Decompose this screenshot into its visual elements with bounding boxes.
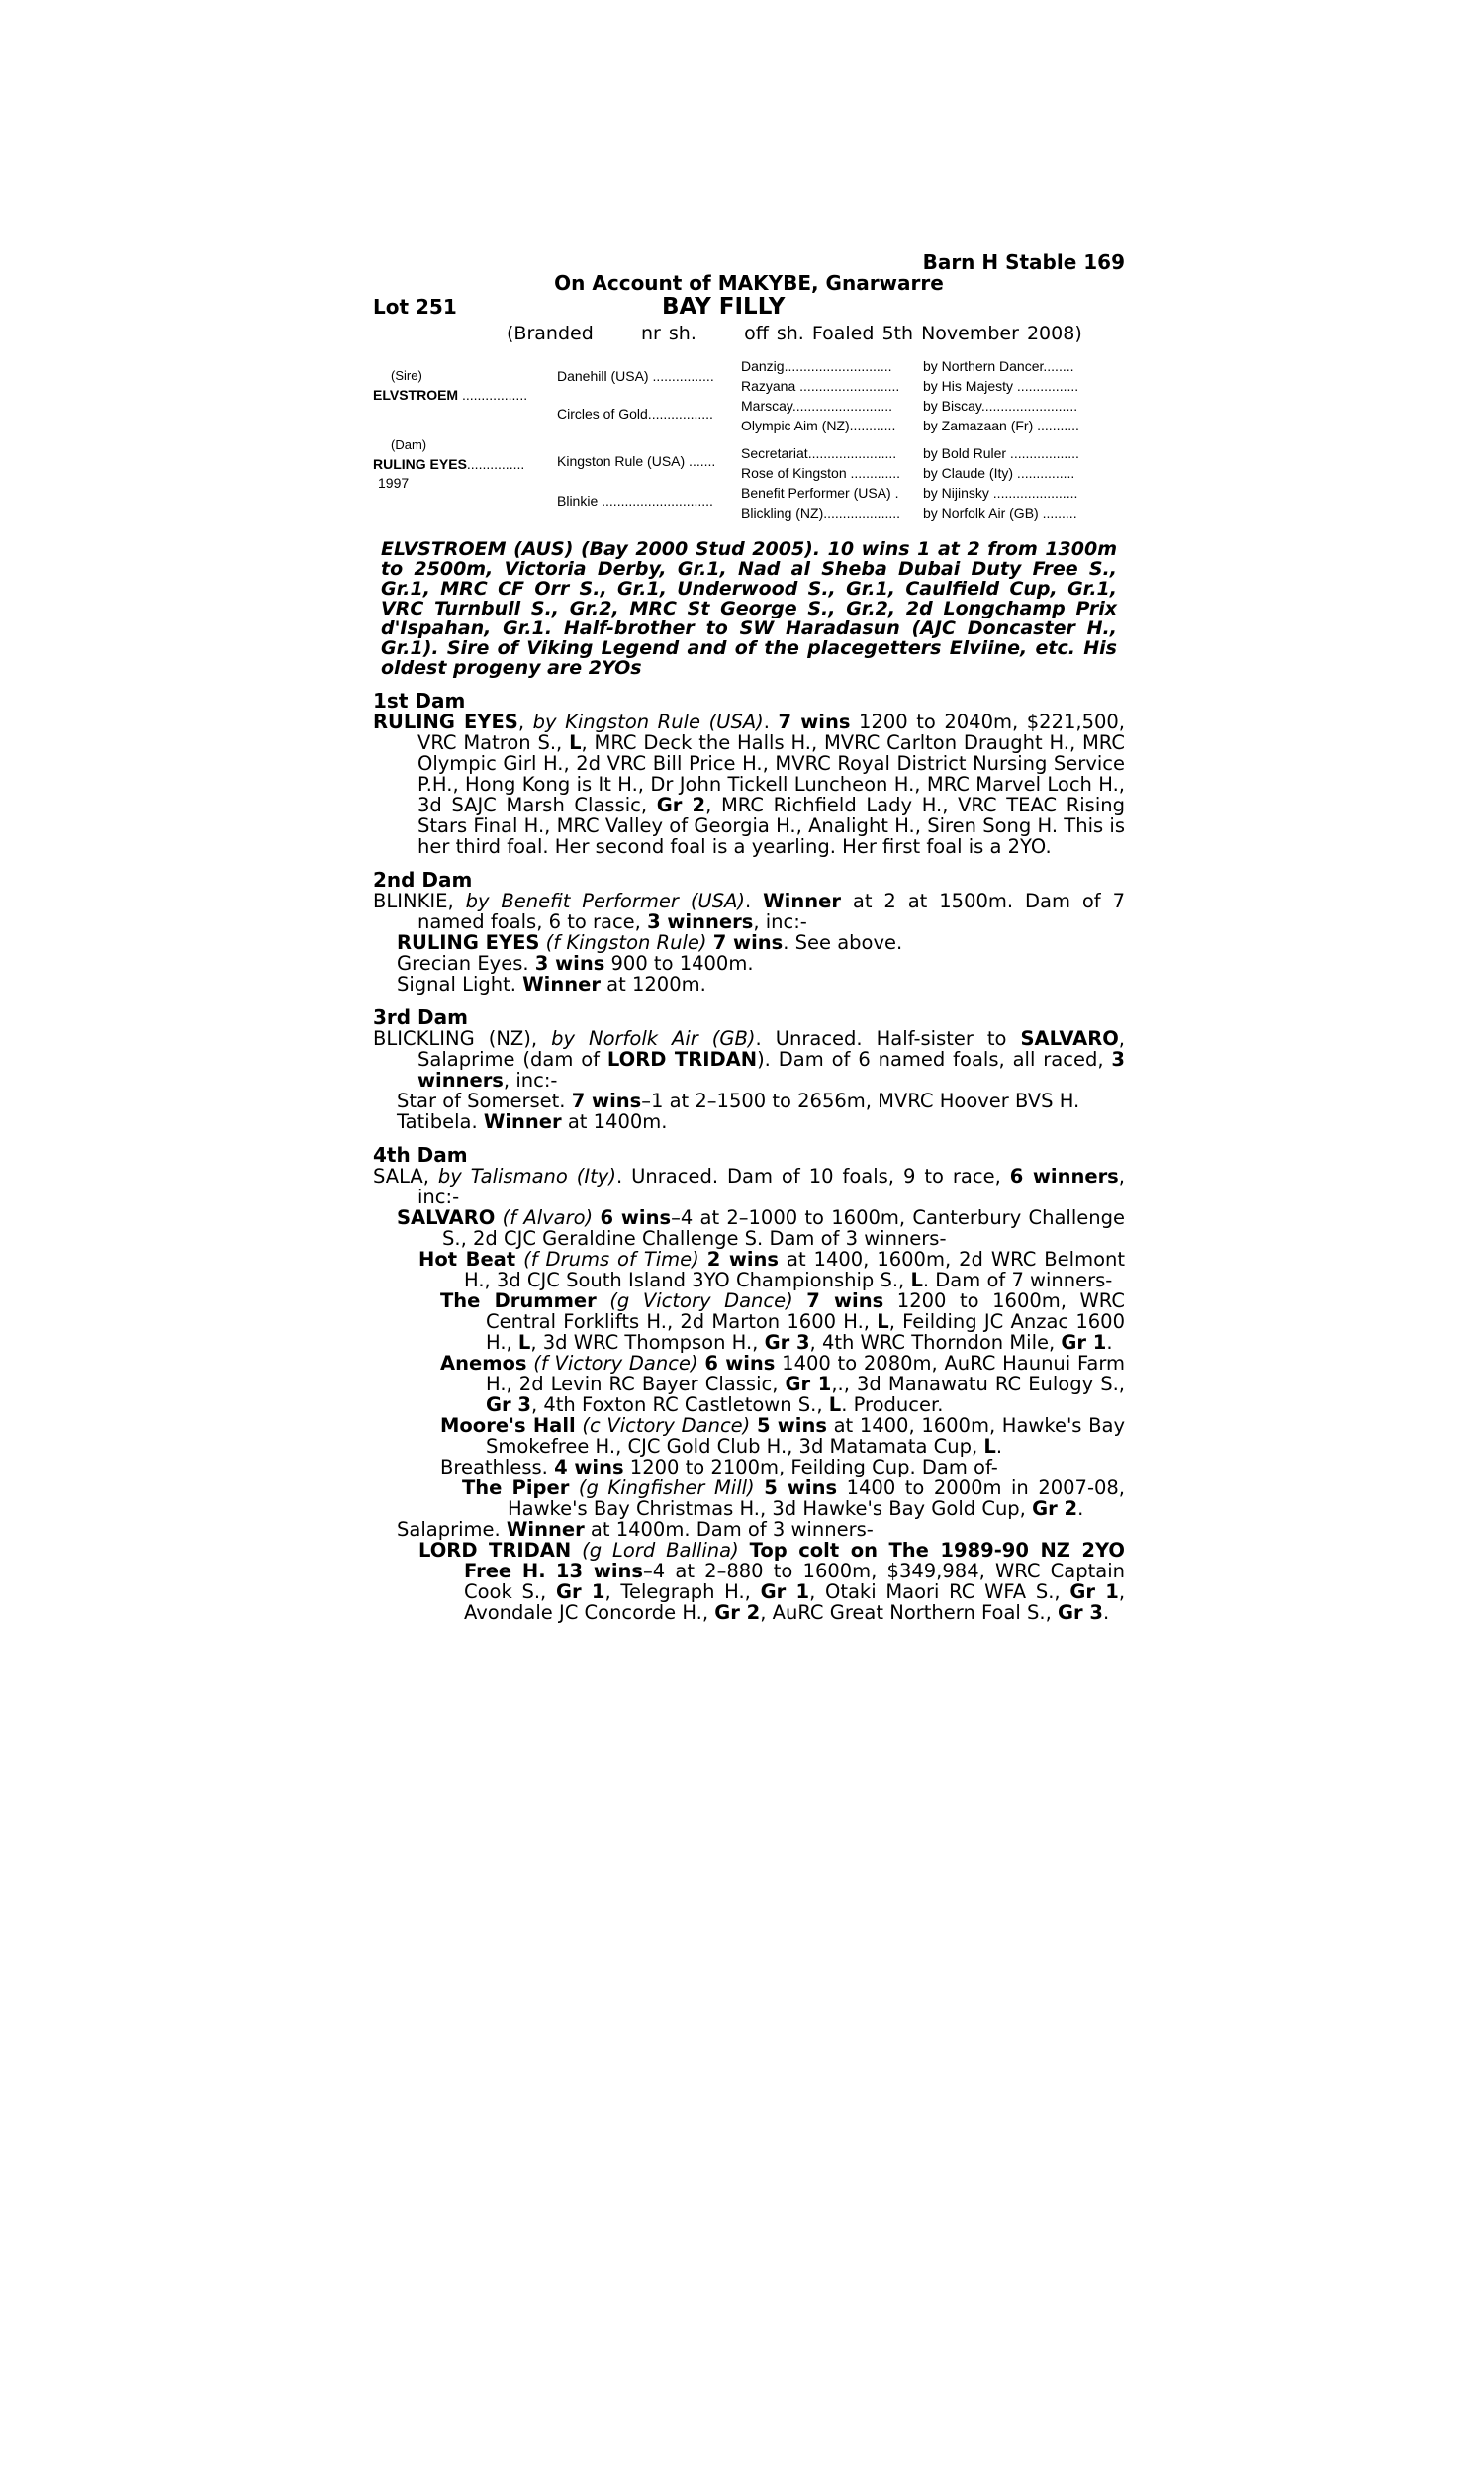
relative-name: LORD TRIDAN bbox=[606, 1048, 758, 1071]
barn-stable: Barn H Stable 169 bbox=[922, 250, 1125, 274]
lot-row bbox=[373, 294, 1125, 320]
winners-count: 3 winners bbox=[417, 1048, 1125, 1092]
wins: 5 wins bbox=[756, 1414, 827, 1437]
group: Gr 1 bbox=[785, 1373, 832, 1395]
grandsire-1: Danehill (USA) ................ bbox=[557, 368, 714, 384]
sire-line bbox=[373, 387, 527, 403]
relative-name: SALVARO bbox=[1020, 1027, 1119, 1050]
dam-name: SALA, bbox=[373, 1165, 438, 1188]
progeny-row bbox=[418, 1249, 1125, 1290]
grandsire-2: Kingston Rule (USA) ....... bbox=[557, 453, 716, 469]
fourth-dam-text bbox=[373, 1166, 1125, 1207]
sire-dots: ................. bbox=[461, 387, 528, 403]
race-text: 1200 to 1600m, WRC Central Forklifts H., 2d Marton 1600 H., bbox=[486, 1289, 1125, 1333]
race-text: at 1400, 1600m, Hawke's Bay Smokefree H., CJC Gold Club H., 3d Matamata Cup, bbox=[486, 1414, 1125, 1458]
progeny-sire: (g Victory Dance) bbox=[609, 1289, 793, 1312]
group: Gr 1 bbox=[555, 1580, 605, 1603]
wins: 6 wins bbox=[600, 1206, 672, 1229]
race-text: , Salaprime (dam of bbox=[417, 1027, 1125, 1071]
wins: Winner bbox=[483, 1110, 562, 1133]
gggp-5: by Bold Ruler .................. bbox=[923, 445, 1079, 461]
race-text: , 4th Foxton RC Castletown S., bbox=[530, 1393, 829, 1416]
group: Gr 1 bbox=[1069, 1580, 1119, 1603]
progeny-name: Tatibela. bbox=[397, 1110, 484, 1133]
dam-name: RULING EYES bbox=[373, 711, 518, 733]
wins: 6 wins bbox=[704, 1352, 776, 1375]
progeny-sire: (f Victory Dance) bbox=[533, 1352, 698, 1375]
progeny-sire: (c Victory Dance) bbox=[582, 1414, 751, 1437]
race-text: at 2 at 1500m. Dam of 7 named foals, 6 to race, bbox=[417, 890, 1125, 933]
granddam-2: Blinkie ............................. bbox=[557, 493, 713, 509]
second-dam-heading: 2nd Dam bbox=[373, 868, 473, 892]
progeny-name: Star of Somerset. bbox=[397, 1090, 572, 1112]
wins: 7 wins bbox=[778, 711, 851, 733]
third-dam-heading: 3rd Dam bbox=[373, 1005, 468, 1029]
wins: Winner bbox=[763, 890, 841, 912]
dam-name: BLICKLING (NZ), bbox=[373, 1027, 552, 1050]
group: Gr 2 bbox=[714, 1601, 761, 1624]
progeny-row bbox=[397, 974, 1125, 995]
dam-name: RULING EYES bbox=[373, 456, 467, 472]
race-text: at 1400, 1600m, 2d WRC Belmont H., 3d CJC South Island 3YO Championship S., bbox=[464, 1248, 1126, 1291]
listed: L bbox=[910, 1269, 923, 1291]
catalogue-page bbox=[373, 252, 1125, 1623]
progeny-sire: (f Alvaro) bbox=[502, 1206, 594, 1229]
gggp-8: by Norfolk Air (GB) ......... bbox=[923, 505, 1077, 521]
race-text: , Avondale JC Concorde H., bbox=[464, 1580, 1126, 1624]
race-text: , Telegraph H., bbox=[604, 1580, 761, 1603]
race-text: , Otaki Maori RC WFA S., bbox=[809, 1580, 1070, 1603]
progeny-row bbox=[397, 1519, 1125, 1540]
race-text: ). Dam of 6 named foals, all raced, bbox=[757, 1048, 1112, 1071]
progeny-name: Moore's Hall bbox=[440, 1414, 576, 1437]
wins: 7 wins bbox=[712, 931, 784, 954]
horse-title: BAY FILLY bbox=[662, 294, 786, 320]
progeny-row bbox=[440, 1353, 1125, 1415]
dam-tag: (Dam) bbox=[391, 437, 427, 452]
race-text: 1400 to 2000m in 2007-08, Hawke's Bay Christmas H., 3d Hawke's Bay Gold Cup, bbox=[508, 1476, 1125, 1520]
race-text: , Feilding JC Anzac 1600 H., bbox=[486, 1310, 1125, 1354]
wins: 4 wins bbox=[554, 1456, 624, 1478]
group: Gr 1 bbox=[1061, 1331, 1107, 1354]
vendor-account: On Account of MAKYBE, Gnarwarre bbox=[554, 271, 944, 295]
race-text: , inc:- bbox=[417, 1165, 1125, 1208]
sire-name: ELVSTROEM bbox=[373, 387, 459, 403]
progeny-sire: (g Kingfisher Mill) bbox=[578, 1476, 755, 1499]
group: Gr 1 bbox=[760, 1580, 810, 1603]
gggp-2: by His Majesty ................ bbox=[923, 378, 1079, 394]
race-text: . Unraced. Half-sister to bbox=[755, 1027, 1021, 1050]
race-text: at 1400m. Dam of 3 winners- bbox=[584, 1518, 874, 1541]
race-text: at 1200m. bbox=[600, 973, 706, 996]
dam-sire: by Kingston Rule (USA) bbox=[532, 711, 764, 733]
rating-note: Top colt on The 1989-90 NZ 2YO Free H. bbox=[464, 1539, 1126, 1582]
dam-line bbox=[373, 456, 524, 472]
progeny-name: Breathless. bbox=[440, 1456, 555, 1478]
sire-summary: ELVSTROEM (AUS) (Bay 2000 Stud 2005). 10 wins 1 at 2 from 1300m to 2500m, Victoria Derby, Gr.1, Nad al Sheba Dubai Duty Free S., Gr.1, MRC CF Orr S., Gr.1, Underwood S., Gr.1, Caulfield Cup, Gr.1, VRC Turnbull S., Gr.2, MRC St George S., Gr.2, 2d Longchamp Prix d'Ispahan, Gr.1. Half-brother to SW Haradasun (AJC Doncaster H., Gr.1). Sire of Viking Legend and of the placegetters Elviine, etc. His oldest progeny are 2YOs bbox=[381, 538, 1117, 679]
ggp-3: Marscay.......................... bbox=[741, 398, 892, 414]
race-text: –4 at 2–880 to 1600m, $349,984, WRC Captain Cook S., bbox=[464, 1560, 1125, 1603]
progeny-row bbox=[397, 953, 1125, 974]
third-dam-text bbox=[373, 1028, 1125, 1091]
brand-foaled: (Branded nr sh. off sh. Foaled 5th November 2008) bbox=[507, 323, 1082, 344]
group: Gr 2 bbox=[656, 794, 706, 816]
race-text: 900 to 1400m. bbox=[604, 952, 754, 975]
wins: 2 wins bbox=[706, 1248, 780, 1271]
progeny-row bbox=[440, 1290, 1125, 1353]
dam-sire: by Norfolk Air (GB) bbox=[551, 1027, 756, 1050]
winners-count: 6 winners bbox=[1009, 1165, 1119, 1188]
listed: L bbox=[569, 731, 582, 754]
race-text: , inc:- bbox=[753, 910, 807, 933]
lot-number: Lot 251 bbox=[373, 295, 457, 319]
gggp-4: by Zamazaan (Fr) ........... bbox=[923, 418, 1079, 433]
progeny-name: SALVARO bbox=[397, 1206, 496, 1229]
progeny-name: The Drummer bbox=[440, 1289, 597, 1312]
listed: L bbox=[828, 1393, 842, 1416]
race-text: . bbox=[995, 1435, 1003, 1458]
gggp-7: by Nijinsky ...................... bbox=[923, 485, 1078, 501]
winners-count: 3 winners bbox=[647, 910, 754, 933]
sire-tag: (Sire) bbox=[391, 368, 422, 383]
progeny-name: Anemos bbox=[440, 1352, 527, 1375]
race-text: 1200 to 2040m, $221,500, VRC Matron S., bbox=[417, 711, 1125, 754]
ggp-2: Razyana .......................... bbox=[741, 378, 900, 394]
race-text: . Unraced. Dam of 10 foals, 9 to race, bbox=[615, 1165, 1010, 1188]
progeny-name: LORD TRIDAN bbox=[418, 1539, 572, 1562]
progeny-row bbox=[397, 932, 1125, 953]
progeny-row bbox=[418, 1540, 1125, 1623]
dam-dots: ............... bbox=[466, 456, 525, 472]
race-text: . bbox=[1077, 1497, 1084, 1520]
first-dam-heading: 1st Dam bbox=[373, 689, 466, 713]
dam-sire: by Benefit Performer (USA) bbox=[465, 890, 746, 912]
progeny-sire: (g Lord Ballina) bbox=[582, 1539, 739, 1562]
race-text: , 3d WRC Thompson H., bbox=[530, 1331, 765, 1354]
progeny-sire: (f Drums of Time) bbox=[523, 1248, 699, 1271]
group: Gr 3 bbox=[486, 1393, 531, 1416]
race-text: –4 at 2–1000 to 1600m, Canterbury Challenge S., 2d CJC Geraldine Challenge S. Dam of 3 winners- bbox=[442, 1206, 1125, 1250]
group: Gr 2 bbox=[1032, 1497, 1078, 1520]
race-text: ,., 3d Manawatu RC Eulogy S., bbox=[831, 1373, 1125, 1395]
dam-year: 1997 bbox=[378, 475, 410, 491]
race-text: 1400 to 2080m, AuRC Haunui Farm H., 2d Levin RC Bayer Classic, bbox=[486, 1352, 1126, 1395]
progeny-name: Hot Beat bbox=[418, 1248, 516, 1271]
ggp-5: Secretariat....................... bbox=[741, 445, 897, 461]
race-text: , inc:- bbox=[503, 1069, 558, 1092]
race-text: at 1400m. bbox=[561, 1110, 668, 1133]
progeny-name: Grecian Eyes. bbox=[397, 952, 535, 975]
race-text: –1 at 2–1500 to 2656m, MVRC Hoover BVS H. bbox=[641, 1090, 1080, 1112]
race-text: , MRC Deck the Halls H., MVRC Carlton Draught H., MRC Olympic Girl H., 2d VRC Bill Price H., MVRC Royal District Nursing Service P.H., Hong Kong is It H., Dr John Tickell Luncheon H., MRC Marvel Loch H., 3d SAJC Marsh Classic, bbox=[417, 731, 1125, 816]
listed: L bbox=[983, 1435, 996, 1458]
ggp-4: Olympic Aim (NZ)............ bbox=[741, 418, 896, 433]
ggp-7: Benefit Performer (USA) . bbox=[741, 485, 899, 501]
race-text: . Producer. bbox=[841, 1393, 944, 1416]
ggp-1: Danzig............................ bbox=[741, 358, 892, 374]
listed: L bbox=[517, 1331, 531, 1354]
listed: L bbox=[877, 1310, 889, 1333]
race-text: . bbox=[1106, 1331, 1113, 1354]
progeny-row bbox=[462, 1477, 1125, 1519]
race-text: . See above. bbox=[783, 931, 903, 954]
race-text: . Dam of 7 winners- bbox=[922, 1269, 1113, 1291]
race-text: , MRC Richfield Lady H., VRC TEAC Rising Stars Final H., MRC Valley of Georgia H., Analight H., Siren Song H. This is her third foal. Her second foal is a yearling. Her first foal is a 2YO. bbox=[417, 794, 1125, 858]
progeny-row bbox=[397, 1091, 1125, 1111]
race-text: , AuRC Great Northern Foal S., bbox=[760, 1601, 1058, 1624]
wins: Winner bbox=[506, 1518, 585, 1541]
gggp-1: by Northern Dancer........ bbox=[923, 358, 1074, 374]
progeny-name: The Piper bbox=[462, 1476, 570, 1499]
progeny-row bbox=[440, 1415, 1125, 1457]
dam-sire: by Talismano (Ity) bbox=[437, 1165, 616, 1188]
first-dam-text: RULING EYES, by Kingston Rule (USA). 7 wins 1200 to 2040m, $221,500, VRC Matron S., L, MRC Deck the Halls H., MVRC Carlton Draught H., MRC Olympic Girl H., 2d VRC Bill Price H., MVRC Royal District Nursing Service P.H., Hong Kong is It H., Dr John Tickell Luncheon H., MRC Marvel Loch H., 3d SAJC Marsh Classic, Gr 2, MRC Richfield Lady H., VRC TEAC Rising Stars Final H., MRC Valley of Georgia H., Analight H., Siren Song H. This is her third foal. Her second foal is a yearling. Her first foal is a 2YO. bbox=[373, 711, 1125, 858]
race-text: 1200 to 2100m, Feilding Cup. Dam of- bbox=[623, 1456, 998, 1478]
wins: 5 wins bbox=[764, 1476, 838, 1499]
race-text: , 4th WRC Thorndon Mile, bbox=[809, 1331, 1062, 1354]
wins: 13 wins bbox=[555, 1560, 644, 1582]
granddam-1: Circles of Gold................. bbox=[557, 406, 713, 422]
gggp-3: by Biscay......................... bbox=[923, 398, 1078, 414]
progeny-row bbox=[397, 1111, 1125, 1132]
progeny-name: Signal Light. bbox=[397, 973, 523, 996]
dam-name: BLINKIE, bbox=[373, 890, 466, 912]
gggp-6: by Claude (Ity) ............... bbox=[923, 465, 1075, 481]
wins: 7 wins bbox=[571, 1090, 642, 1112]
progeny-sire: (f Kingston Rule) bbox=[545, 931, 707, 954]
progeny-row bbox=[440, 1457, 1125, 1477]
pedigree-table bbox=[373, 356, 1125, 529]
progeny-row bbox=[397, 1207, 1125, 1249]
wins: 7 wins bbox=[806, 1289, 884, 1312]
group: Gr 3 bbox=[764, 1331, 810, 1354]
progeny-name: Salaprime. bbox=[397, 1518, 507, 1541]
wins: 3 wins bbox=[534, 952, 605, 975]
ggp-6: Rose of Kingston ............. bbox=[741, 465, 901, 481]
fourth-dam-heading: 4th Dam bbox=[373, 1143, 468, 1167]
group: Gr 3 bbox=[1058, 1601, 1103, 1624]
progeny-name: RULING EYES bbox=[397, 931, 540, 954]
race-text: . bbox=[1102, 1601, 1110, 1624]
second-dam-text: BLINKIE, by Benefit Performer (USA). Winner at 2 at 1500m. Dam of 7 named foals, 6 to race, 3 winners, inc:- bbox=[373, 890, 1125, 933]
wins: Winner bbox=[522, 973, 601, 996]
ggp-8: Blickling (NZ).................... bbox=[741, 505, 901, 521]
